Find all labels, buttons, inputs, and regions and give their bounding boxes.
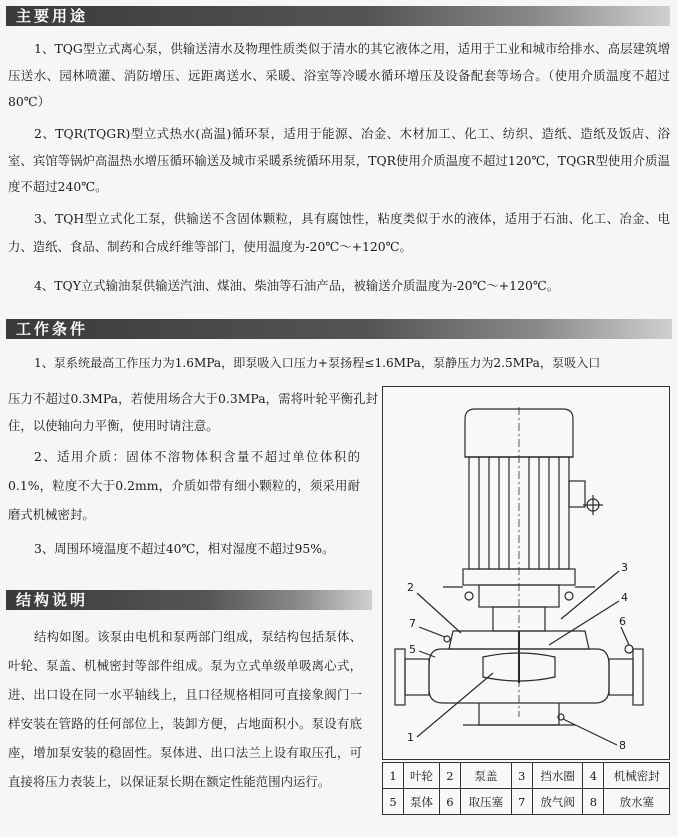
callout-4: 4	[621, 591, 628, 604]
usage-paragraph-1: 1、TQG型立式离心泵，供输送清水及物理性质类似于清水的其它液体之用，适用于工业和城市给排水、高层建筑增压送水、园林喷灌、消防增压、远距离送水、采暖、浴室等冷暖水循环增压及设备配套等场合。（使用介质温度不超过80℃）	[8, 41, 670, 109]
legend-number: 4	[583, 763, 604, 789]
legend-part-name: 挡水圈	[532, 763, 583, 789]
pump-structure-diagram	[382, 386, 670, 760]
legend-part-name: 泵体	[404, 789, 440, 815]
legend-part-name: 泵盖	[460, 763, 511, 789]
section-header-conditions	[6, 319, 672, 339]
usage-paragraph-4: 4、TQY立式输油泵供输送汽油、煤油、柴油等石油产品，被输送介质温度为-20℃～+120℃。	[34, 278, 560, 293]
callout-7: 7	[409, 617, 416, 630]
structure-paragraph: 结构如图。该泵由电机和泵两部门组成，泵结构包括泵体、叶轮、泵盖、机械密封等部件组成。泵为立式单级单吸离心式，进、出口设在同一水平轴线上，且口径规格相同可直接象阀门一样安装在管路的任何部位上，装卸方便，占地面积小。泵设有底座，增加泵安装的稳固性。泵体进、出口法兰上设有取压孔，可直接将压力表装上，以保证泵长期在额定性能范围内运行。	[8, 629, 362, 789]
legend-number: 6	[439, 789, 460, 815]
legend-row	[383, 763, 670, 789]
section-title-conditions: 工作条件	[16, 320, 89, 338]
conditions-paragraph-1b: 压力不超过0.3MPa，若使用场合大于0.3MPa，需将叶轮平衡孔封住，以使轴向力平衡，使用时请注意。	[8, 391, 378, 433]
callout-5: 5	[409, 643, 416, 656]
legend-number: 3	[511, 763, 532, 789]
legend-part-name: 放水塞	[604, 789, 670, 815]
usage-paragraph-3: 3、TQH型立式化工泵，供输送不含固体颗粒，具有腐蚀性，粘度类似于水的液体，适用于石油、化工、冶金、电力、造纸、食品、制药和合成纤维等部门，使用温度为-20℃～+120℃。	[8, 211, 670, 254]
section-title-usage: 主要用途	[16, 7, 89, 25]
pump-drawing	[383, 387, 669, 759]
callout-2: 2	[407, 581, 414, 594]
legend-part-name: 机械密封	[604, 763, 670, 789]
conditions-paragraph-2: 2、适用介质：固体不溶物体积含量不超过单位体积的0.1%，粒度不大于0.2mm，介质如带有细小颗粒的，须采用耐磨式机械密封。	[8, 449, 360, 522]
callout-3: 3	[621, 561, 628, 574]
legend-number: 7	[511, 789, 532, 815]
legend-part-name: 叶轮	[404, 763, 440, 789]
conditions-paragraph-1a: 1、泵系统最高工作压力为1.6MPa，即泵吸入口压力+泵扬程≤1.6MPa，泵静压力为2.5MPa，泵吸入口	[34, 356, 601, 370]
legend-part-name: 取压塞	[460, 789, 511, 815]
legend-row	[383, 789, 670, 815]
legend-number: 8	[583, 789, 604, 815]
callout-8: 8	[619, 739, 626, 752]
legend-number: 5	[383, 789, 404, 815]
conditions-paragraph-3: 3、周围环境温度不超过40℃，相对湿度不超过95%。	[34, 541, 335, 556]
section-header-structure	[6, 590, 372, 610]
legend-number: 1	[383, 763, 404, 789]
legend-number: 2	[439, 763, 460, 789]
usage-paragraph-2: 2、TQR(TQGR)型立式热水(高温)循环泵，适用于能源、冶金、木材加工、化工、纺织、造纸、造纸及饭店、浴室、宾馆等锅炉高温热水增压循环输送及城市采暖系统循环用泵，TQR使用介质温度不超过120℃，TQGR型使用介质温度不超过240℃。	[8, 126, 670, 194]
parts-legend-table	[382, 762, 670, 815]
callout-1: 1	[407, 731, 414, 744]
section-title-structure: 结构说明	[16, 591, 89, 609]
section-header-usage	[6, 6, 670, 26]
callout-6: 6	[619, 615, 626, 628]
legend-part-name: 放气阀	[532, 789, 583, 815]
